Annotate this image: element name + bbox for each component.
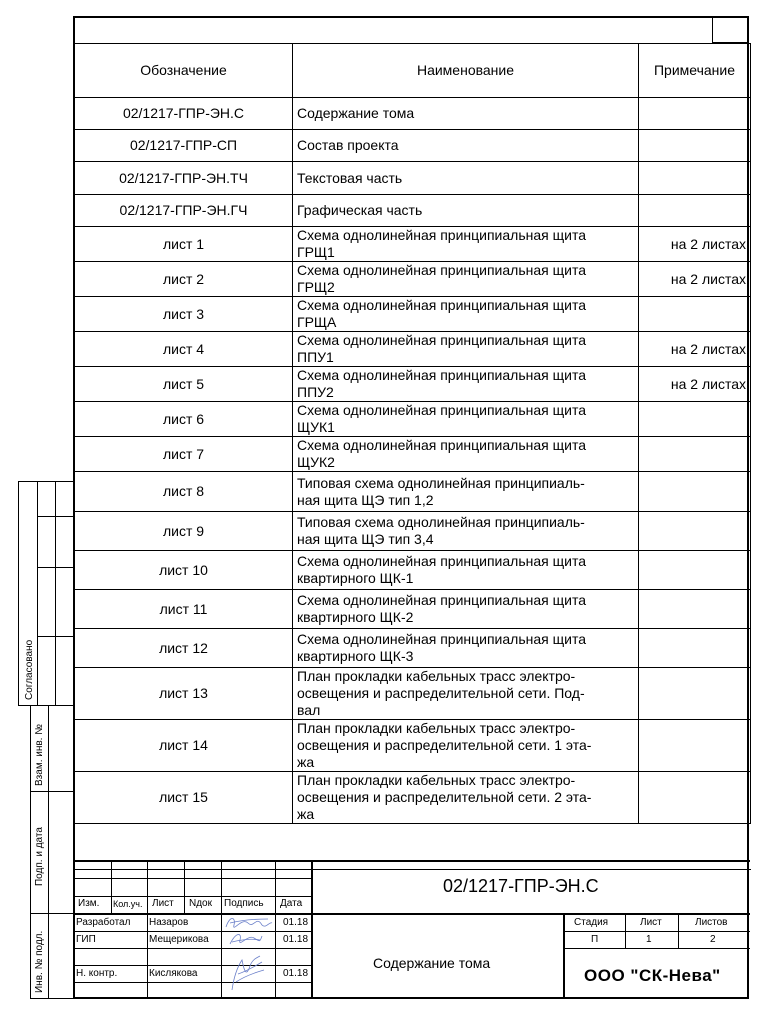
- date-norm-control: 01.18: [283, 968, 309, 979]
- row-note: на 2 листах: [639, 367, 751, 402]
- table-row: [75, 297, 751, 332]
- sheets-label: Листов: [695, 917, 728, 928]
- stage-label: Стадия: [574, 917, 609, 928]
- sheet-label: Лист: [640, 917, 662, 928]
- row-designation: лист 5: [75, 367, 293, 402]
- role-developer: Разработал: [76, 917, 131, 928]
- row-name-line: Графическая часть: [297, 202, 423, 218]
- row-note: [639, 772, 751, 824]
- row-name: [293, 297, 639, 332]
- row-designation: лист 1: [75, 227, 293, 262]
- table-header-row: [75, 44, 751, 98]
- row-designation: лист 10: [75, 551, 293, 590]
- row-name-line: жа: [297, 754, 315, 770]
- row-note: [639, 162, 751, 195]
- row-name: [293, 195, 639, 227]
- header-note: Примечание: [639, 44, 751, 98]
- signature-gip-icon: [226, 930, 266, 948]
- row-note: на 2 листах: [639, 332, 751, 367]
- row-name-line: Схема однолинейная принципиальная щита: [297, 553, 586, 569]
- row-name-line: ЩУК2: [297, 454, 335, 470]
- row-name-line: освещения и распределительной сети. 1 эта-: [297, 737, 592, 753]
- row-name-line: Схема однолинейная принципиальная щита: [297, 592, 586, 608]
- table-row: [75, 472, 751, 512]
- row-name-line: Текстовая часть: [297, 169, 403, 186]
- stamp-original-inv: Инв. № подл.: [34, 930, 45, 993]
- col-kol: Кол.уч.: [113, 899, 143, 909]
- row-name-line: Схема однолинейная принципиальная щита: [297, 297, 586, 313]
- table-row: [75, 720, 751, 772]
- row-note: [639, 297, 751, 332]
- table-row: [75, 437, 751, 472]
- table-row: [75, 332, 751, 367]
- stamp-agreed: Согласовано: [24, 639, 35, 700]
- row-note: на 2 листах: [639, 262, 751, 297]
- row-name-line: вал: [297, 702, 321, 718]
- row-designation: лист 11: [75, 590, 293, 629]
- table-row: [75, 98, 751, 130]
- row-note: [639, 720, 751, 772]
- row-name-line: квартирного ЩК-2: [297, 609, 414, 625]
- stamp-replacement-inv: Взам. инв. №: [34, 724, 45, 786]
- name-gip: Мещерикова: [149, 934, 209, 945]
- row-note: [639, 402, 751, 437]
- row-name-line: Схема однолинейная принципиальная щита: [297, 332, 586, 348]
- row-name: [293, 590, 639, 629]
- row-name: [293, 720, 639, 772]
- col-izm: Изм.: [78, 898, 100, 909]
- row-name: [293, 162, 639, 195]
- row-note: [639, 551, 751, 590]
- row-name: [293, 262, 639, 297]
- row-name: [293, 367, 639, 402]
- row-name-line: ЩУК1: [297, 419, 335, 435]
- row-name-line: ГРЩ1: [297, 244, 335, 260]
- row-note: [639, 472, 751, 512]
- row-designation: 02/1217-ГПР-ЭН.ТЧ: [75, 162, 293, 195]
- table-row: [75, 668, 751, 720]
- row-name-line: квартирного ЩК-3: [297, 648, 414, 664]
- row-name: [293, 227, 639, 262]
- table-row: [75, 590, 751, 629]
- row-note: [639, 195, 751, 227]
- row-name-line: Типовая схема однолинейная принципиаль-: [297, 514, 585, 530]
- top-corner-box: [712, 16, 749, 43]
- stamp-signature-date: Подп. и дата: [34, 827, 45, 886]
- row-name-line: ная щита ЩЭ тип 1,2: [297, 491, 434, 508]
- table-row: [75, 551, 751, 590]
- row-note: [639, 512, 751, 551]
- row-name-line: жа: [297, 806, 315, 822]
- row-designation: лист 9: [75, 512, 293, 551]
- row-name-line: ГРЩ2: [297, 279, 335, 295]
- contents-table: [74, 43, 751, 870]
- date-gip: 01.18: [283, 934, 309, 945]
- name-norm-control: Кислякова: [149, 968, 198, 979]
- row-name: [293, 402, 639, 437]
- table-row: [75, 162, 751, 195]
- table-row: [75, 195, 751, 227]
- col-list: Лист: [152, 898, 174, 909]
- row-name-line: Схема однолинейная принципиальная щита: [297, 227, 586, 243]
- row-designation: лист 15: [75, 772, 293, 824]
- row-note: [639, 98, 751, 130]
- row-name: [293, 512, 639, 551]
- signature-norm-control-icon: [224, 952, 270, 992]
- table-row: [75, 367, 751, 402]
- row-name: [293, 472, 639, 512]
- row-name-line: Типовая схема однолинейная принципиаль-: [297, 474, 585, 491]
- row-name-line: Схема однолинейная принципиальная щита: [297, 262, 586, 278]
- row-name-line: Схема однолинейная принципиальная щита: [297, 631, 586, 647]
- company-name: ООО "СК-Нева": [584, 966, 721, 985]
- row-designation: лист 14: [75, 720, 293, 772]
- row-name-line: Схема однолинейная принципиальная щита: [297, 437, 586, 453]
- row-name-line: Схема однолинейная принципиальная щита: [297, 402, 586, 418]
- col-podpis: Подпись: [224, 898, 264, 909]
- row-name-line: освещения и распределительной сети. 2 эта-: [297, 789, 592, 805]
- row-name-line: освещения и распределительной сети. Под-: [297, 685, 585, 701]
- table-row: [75, 130, 751, 162]
- row-name: [293, 130, 639, 162]
- row-designation: лист 13: [75, 668, 293, 720]
- row-name-line: План прокладки кабельных трасс электро-: [297, 720, 576, 736]
- row-designation: 02/1217-ГПР-СП: [75, 130, 293, 162]
- row-designation: 02/1217-ГПР-ЭН.С: [75, 98, 293, 130]
- row-name: [293, 332, 639, 367]
- row-name: [293, 629, 639, 668]
- row-designation: лист 12: [75, 629, 293, 668]
- row-name-line: План прокладки кабельных трасс электро-: [297, 668, 576, 684]
- row-name-line: ППУ1: [297, 349, 334, 365]
- row-name-line: Состав проекта: [297, 137, 399, 153]
- name-developer: Назаров: [149, 917, 189, 928]
- row-name-line: Схема однолинейная принципиальная щита: [297, 367, 586, 383]
- date-developer: 01.18: [283, 917, 309, 928]
- row-designation: лист 4: [75, 332, 293, 367]
- row-name-line: ППУ2: [297, 384, 334, 400]
- row-name-line: ГРЩА: [297, 314, 337, 330]
- row-name-line: План прокладки кабельных трасс электро-: [297, 772, 576, 788]
- row-name-line: Содержание тома: [297, 105, 415, 121]
- col-ndok: Nдок: [189, 898, 212, 909]
- document-code: 02/1217-ГПР-ЭН.С: [443, 876, 599, 896]
- row-designation: лист 8: [75, 472, 293, 512]
- table-row: [75, 629, 751, 668]
- row-name: [293, 551, 639, 590]
- row-designation: лист 2: [75, 262, 293, 297]
- row-name: [293, 772, 639, 824]
- row-note: [639, 130, 751, 162]
- sheet-value: 1: [646, 934, 652, 945]
- row-note: [639, 629, 751, 668]
- row-note: [639, 590, 751, 629]
- document-title: Содержание тома: [373, 955, 491, 971]
- row-name: [293, 98, 639, 130]
- col-data: Дата: [280, 898, 303, 909]
- row-designation: лист 3: [75, 297, 293, 332]
- row-name: [293, 668, 639, 720]
- header-name: Наименование: [293, 44, 639, 98]
- row-designation: лист 7: [75, 437, 293, 472]
- row-designation: 02/1217-ГПР-ЭН.ГЧ: [75, 195, 293, 227]
- table-row: [75, 402, 751, 437]
- row-note: [639, 437, 751, 472]
- row-designation: лист 6: [75, 402, 293, 437]
- table-row: [75, 227, 751, 262]
- role-gip: ГИП: [76, 934, 96, 945]
- stage-value: П: [591, 934, 599, 945]
- sheets-value: 2: [710, 934, 716, 945]
- row-note: [639, 668, 751, 720]
- role-norm-control: Н. контр.: [76, 968, 118, 979]
- row-note: на 2 листах: [639, 227, 751, 262]
- row-name-line: квартирного ЩК-1: [297, 570, 414, 586]
- title-block: [74, 860, 750, 998]
- table-row: [75, 262, 751, 297]
- row-name-line: ная щита ЩЭ тип 3,4: [297, 531, 434, 547]
- table-row: [75, 512, 751, 551]
- header-designation: Обозначение: [75, 44, 293, 98]
- row-name: [293, 437, 639, 472]
- table-row: [75, 772, 751, 824]
